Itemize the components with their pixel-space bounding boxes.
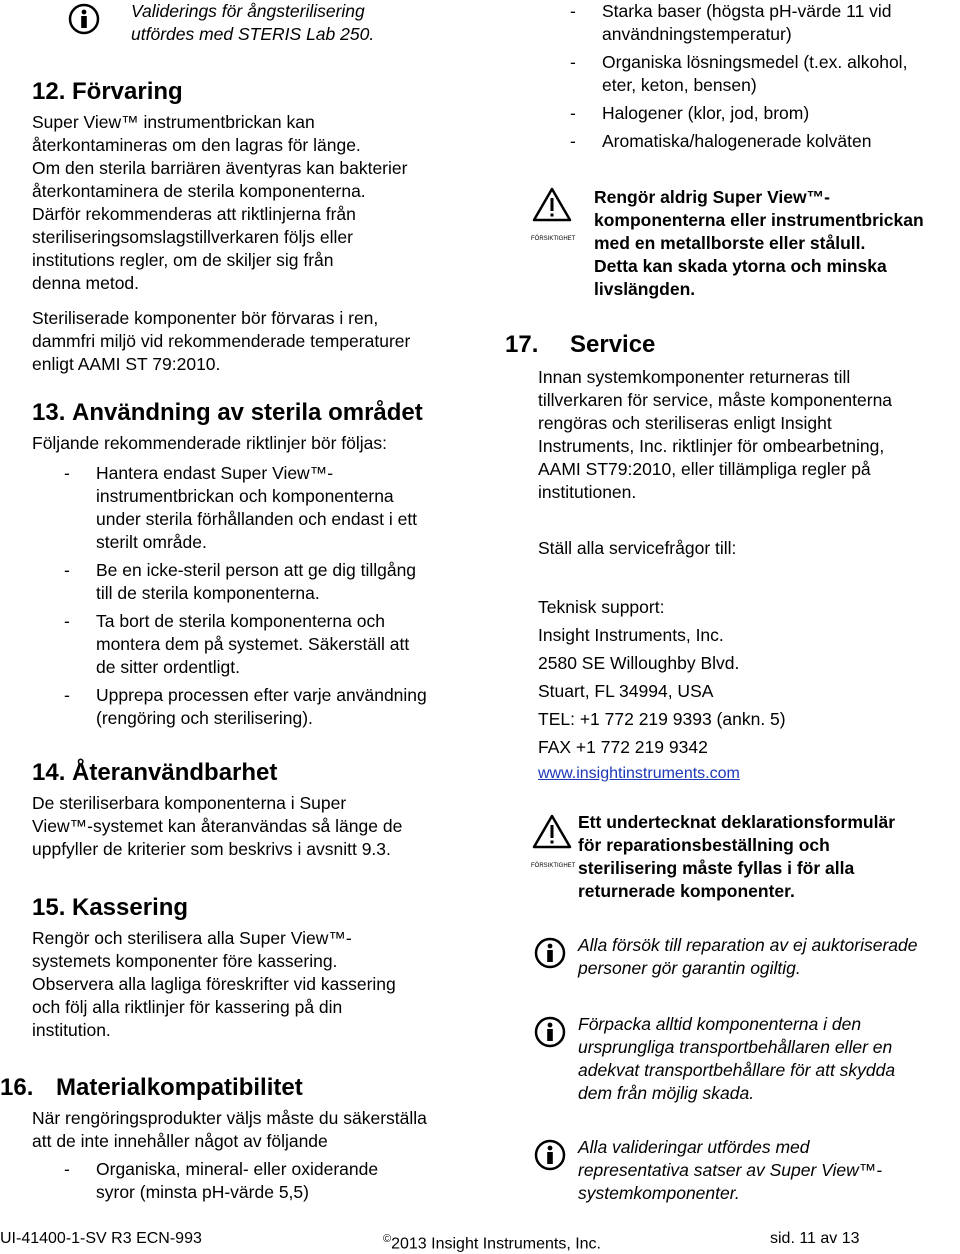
info-icon bbox=[534, 1016, 566, 1048]
info-note-3 bbox=[534, 1139, 566, 1177]
section-15-body: Rengör och sterilisera alla Super View™- systemets komponenter före kassering. Observera alla lagliga föreskrifter vid kassering och följ alla riktlinjer för kassering på din institution. bbox=[32, 928, 396, 1040]
footer-page-number: sid. 11 av 13 bbox=[770, 1230, 860, 1247]
info-note-2 bbox=[534, 1016, 566, 1054]
info-note-1 bbox=[534, 937, 566, 975]
section-16-list bbox=[64, 1158, 502, 1204]
section-17-body: Innan systemkomponenter returneras till tillverkaren för service, måste komponenterna rengöras och steriliseras enligt Insight Instruments, Inc. riktlinjer för ombearbetning, AAMI ST79:2010, eller tillämpliga regler på institutionen. Ställ alla servicefrågor till: Teknisk support: Insight Instruments, Inc. 2580 SE Willoughby Blvd. Stuart, FL 34994, USA TEL: +1 772 219 9393 (ankn. 5) FAX +1 772 219 9342 www.insightinstruments.com bbox=[538, 366, 958, 785]
section-17-heading: 17. Service bbox=[505, 331, 656, 358]
list-item: - Organiska, mineral- eller oxiderande syror (minsta pH-värde 5,5) bbox=[64, 1158, 502, 1204]
warning-triangle-icon bbox=[531, 186, 573, 230]
warning-text-1: Rengör aldrig Super View™- komponenterna eller instrumentbrickan med en metallborste eller stålull. Detta kan skada ytorna och minska livslängden. bbox=[594, 187, 924, 299]
section-12-body: Super View™ instrumentbrickan kan återkontamineras om den lagras för länge. Om den sterila barriären äventyras kan bakterier återkontaminera de sterila komponenterna. Därför rekommenderas att riktlinjerna från steriliseringsomslagstillverkaren följs eller institutions regler, om de skiljer sig från denna metod. Steriliserade komponenter bör förvaras i ren, dammfri miljö vid rekommenderade temperaturer enligt AAMI ST 79:2010. bbox=[32, 112, 411, 374]
section-13-body: Följande rekommenderade riktlinjer bör följas: - Hantera endast Super View™- instrumentbrickan och komponenterna under sterila förhållanden och endast i ett sterilt område. - Be en icke-steril person att ge dig tillgång till de sterila komponenterna. - Ta bort de sterila komponenterna och montera dem på systemet. Säkerställ att de sitter ordentligt. - Upprepa processen efter varje användning (rengöring och sterilisering). bbox=[32, 432, 502, 730]
section-13-heading: 13. Användning av sterila området bbox=[32, 399, 423, 426]
warning-caution-2 bbox=[531, 813, 576, 870]
info-note-2-text: Förpacka alltid komponenterna i den ursprungliga transportbehållaren eller en adekvat transportbehållare för att skydda dem från möjlig skada. bbox=[578, 1014, 896, 1103]
list-item: - Starka baser (högsta pH-värde 11 vid användningstemperatur) bbox=[570, 0, 960, 46]
section-16-body: När rengöringsprodukter väljs måste du säkerställa att de inte innehåller något av följande - Organiska, mineral- eller oxiderande syror (minsta pH-värde 5,5) bbox=[32, 1107, 502, 1204]
info-icon bbox=[68, 3, 100, 35]
section-13-list bbox=[64, 462, 502, 730]
footer-doc-id: UI-41400-1-SV R3 ECN-993 bbox=[0, 1230, 202, 1247]
list-item: - Hantera endast Super View™- instrumentbrickan och komponenterna under sterila förhållanden och endast i ett sterilt område. bbox=[64, 462, 502, 554]
info-note-validation bbox=[68, 3, 100, 41]
info-note-3-text: Alla valideringar utfördes med representativa satser av Super View™- systemkomponenter. bbox=[578, 1137, 883, 1203]
list-item: - Halogener (klor, jod, brom) bbox=[570, 102, 960, 125]
section-12-heading: 12. Förvaring bbox=[32, 78, 183, 105]
website-link[interactable]: www.insightinstruments.com bbox=[538, 765, 740, 782]
list-item: - Upprepa processen efter varje användning (rengöring och sterilisering). bbox=[64, 684, 502, 730]
warning-triangle-icon bbox=[531, 813, 573, 857]
section-16-heading: 16. Materialkompatibilitet bbox=[0, 1074, 303, 1101]
warning-label: FÖRSIKTIGHET bbox=[531, 236, 576, 242]
section-16-list-continued bbox=[570, 0, 960, 153]
section-14-body: De steriliserbara komponenterna i Super View™-systemet kan återanvändas så länge de uppfyller de kriterier som beskrivs i avsnitt 9.3. bbox=[32, 793, 403, 859]
section-14-heading: 14. Återanvändbarhet bbox=[32, 759, 278, 786]
info-icon bbox=[534, 1139, 566, 1171]
validation-note-text: Validerings för ångsterilisering utfördes med STERIS Lab 250. bbox=[131, 1, 375, 44]
info-icon bbox=[534, 937, 566, 969]
warning-label: FÖRSIKTIGHET bbox=[531, 863, 576, 869]
list-item: - Organiska lösningsmedel (t.ex. alkohol, eter, keton, bensen) bbox=[570, 51, 960, 97]
warning-caution-1 bbox=[531, 186, 576, 243]
contact-block: Teknisk support: Insight Instruments, Inc. 2580 SE Willoughby Blvd. Stuart, FL 34994, USA TEL: +1 772 219 9393 (ankn. 5) FAX +1 772 219 9342 bbox=[538, 597, 786, 757]
info-note-1-text: Alla försök till reparation av ej auktoriserade personer gör garantin ogiltig. bbox=[578, 935, 918, 978]
list-item: - Aromatiska/halogenerade kolväten bbox=[570, 130, 960, 153]
material-list bbox=[570, 0, 960, 153]
warning-text-2: Ett undertecknat deklarationsformulär för reparationsbeställning och sterilisering måste fyllas i för alla returnerade komponenter. bbox=[578, 812, 896, 901]
footer-copyright: ©2013 Insight Instruments, Inc. bbox=[383, 1233, 601, 1253]
list-item: - Ta bort de sterila komponenterna och montera dem på systemet. Säkerställ att de sitter ordentligt. bbox=[64, 610, 502, 679]
list-item: - Be en icke-steril person att ge dig tillgång till de sterila komponenterna. bbox=[64, 559, 502, 605]
section-15-heading: 15. Kassering bbox=[32, 894, 189, 921]
